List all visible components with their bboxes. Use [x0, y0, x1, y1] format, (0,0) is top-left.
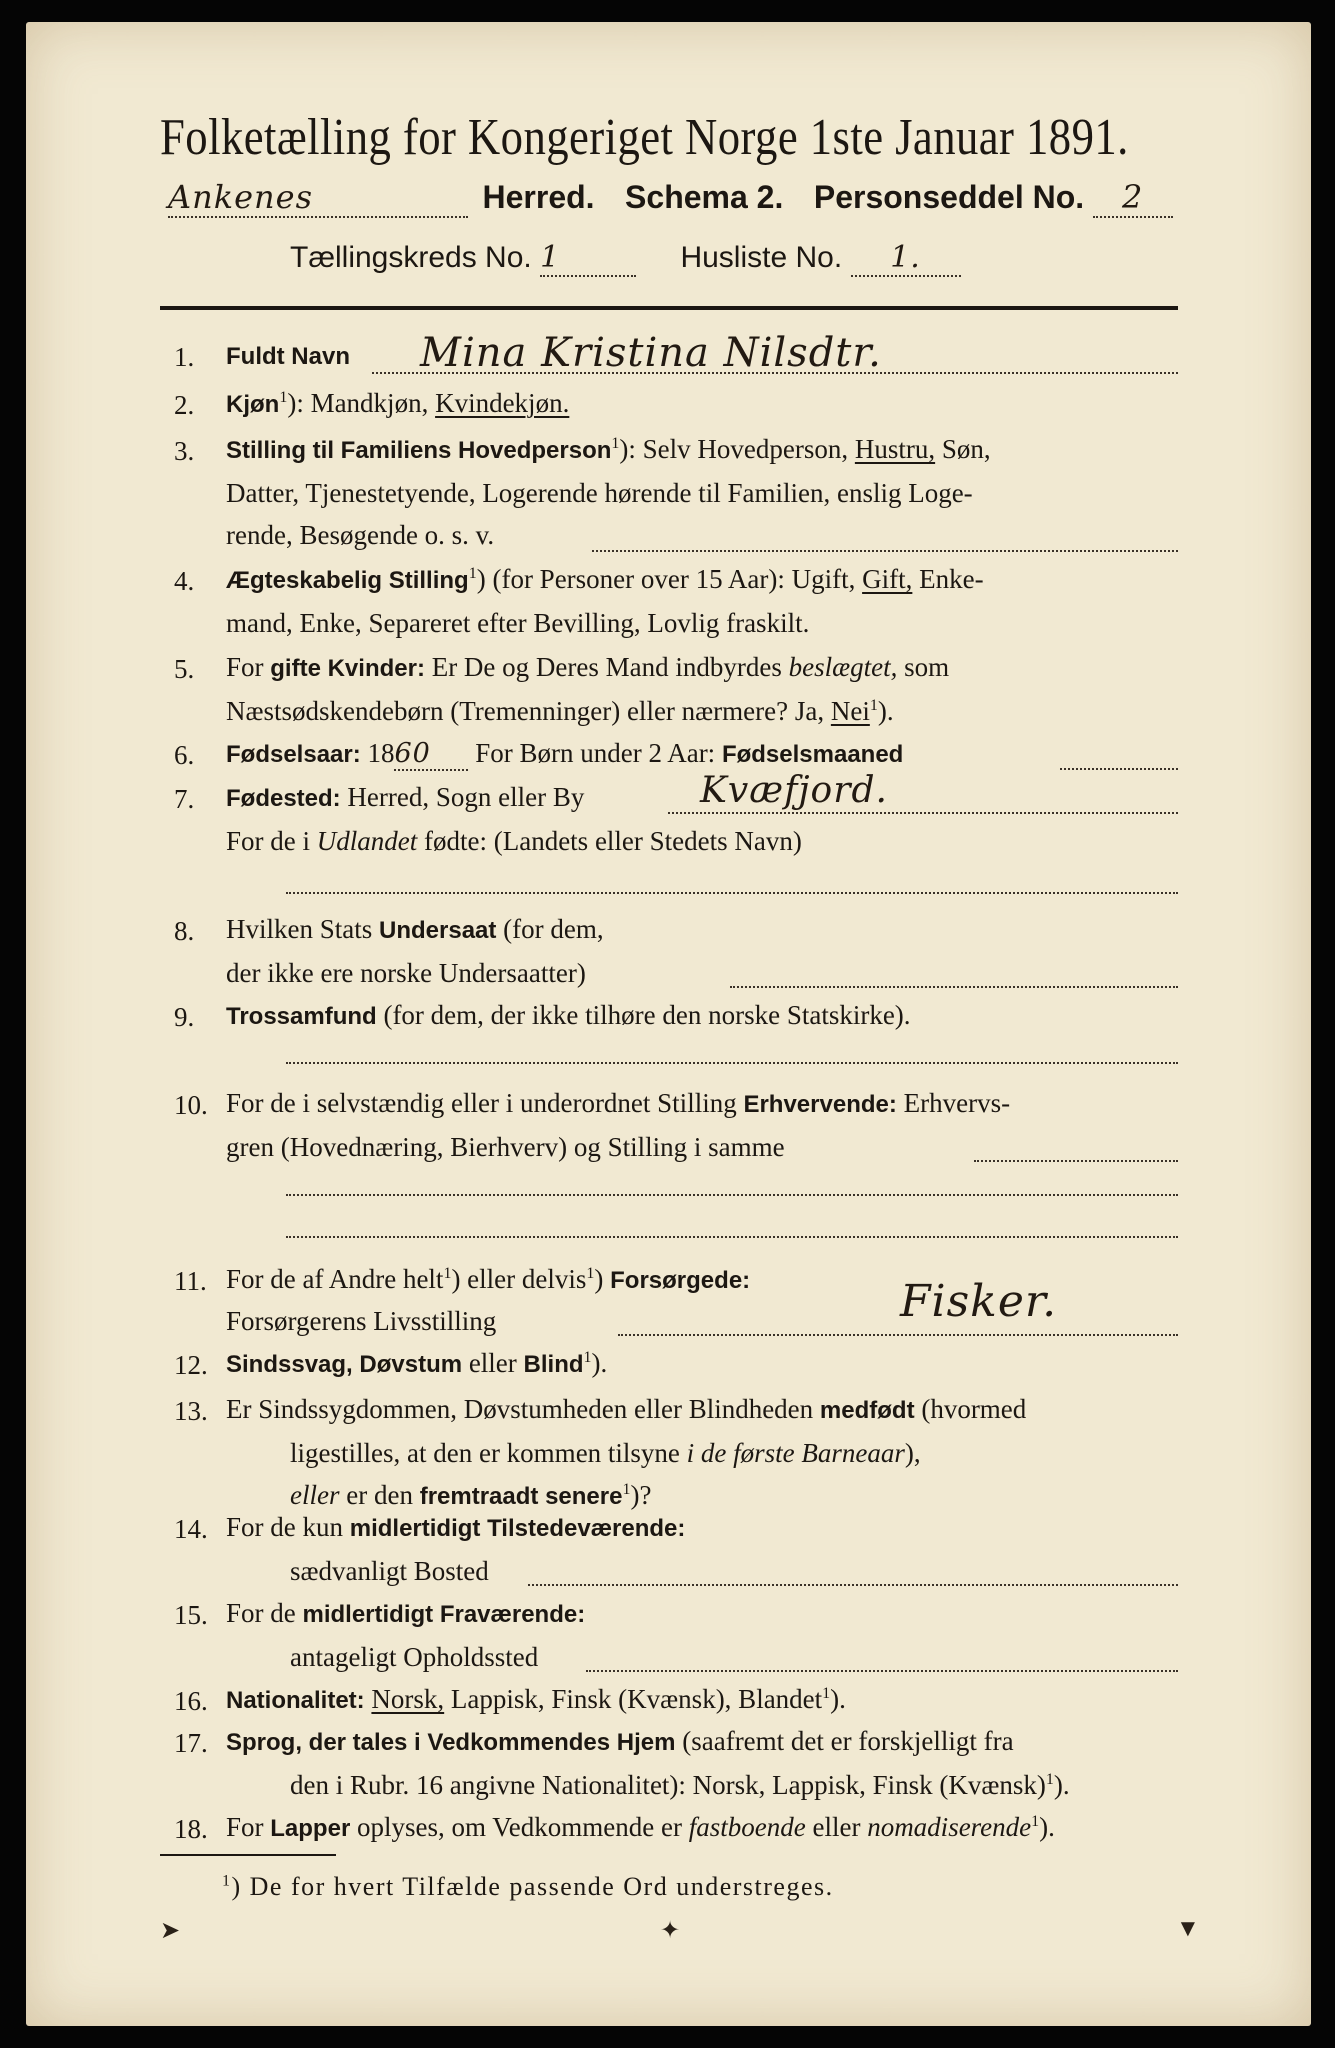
item-number: 4. [174, 566, 195, 596]
item-11-value: Fisker. [900, 1276, 1058, 1327]
item-7-dots [668, 812, 1178, 814]
item-2-selected: Kvindekjøn. [435, 388, 570, 418]
item-1-line [226, 340, 350, 371]
item-number: 7. [174, 784, 195, 814]
registration-mark-right: ▼ [1176, 1916, 1200, 1942]
item-10-dots [974, 1160, 1178, 1162]
item-3-label: Stilling til Familiens Hovedperson [226, 437, 612, 464]
registration-mark-center: ✦ [660, 1918, 681, 1944]
personseddel-label: Personseddel No. [813, 179, 1085, 215]
item-10-line-2: gren (Hovednæring, Bierhverv) og Stilling i samme [226, 1132, 785, 1162]
item-3-line: Stilling til Familiens Hovedperson$^1$): Selv Hovedperson, Hustru, Søn, [226, 434, 991, 464]
item-13-line-3: eller er den fremtraadt senere$^1$)? [290, 1480, 652, 1510]
item-17-line: Sprog, der tales i Vedkommendes Hjem (saafremt det er forskjelligt fra [226, 1726, 1014, 1756]
item-10-dots-2 [286, 1194, 1178, 1196]
item-6-line: Fødselsaar: 1860 For Børn under 2 Aar: Fødselsmaaned [226, 738, 904, 769]
item-2-line: Kjøn$^1$): Mandkjøn, Kvindekjøn. [226, 388, 570, 418]
item-number: 11. [174, 1266, 207, 1296]
item-8-dots [730, 986, 1178, 988]
item-18-line: For Lapper oplyses, om Vedkommende er fastboende eller nomadiserende$^1$). [226, 1812, 1055, 1842]
herred-value: Ankenes [168, 178, 468, 218]
item-5-line: For gifte Kvinder: Er De og Deres Mand indbyrdes beslægtet, som [226, 652, 950, 682]
item-6-value: 60 [394, 738, 468, 771]
item-8-line: Hvilken Stats Undersaat (for dem, [226, 914, 604, 944]
item-1-value: Mina Kristina Nilsdtr. [420, 330, 882, 376]
item-5-line-2: Næstsødskendebørn (Tremenninger) eller nærmere? Ja, Nei$^1$). [226, 696, 894, 726]
item-number: 13. [174, 1396, 208, 1426]
item-number: 3. [174, 436, 195, 466]
item-13-line: Er Sindssygdommen, Døvstumheden eller Blindheden medfødt (hvormed [226, 1394, 1027, 1424]
footnote-rule [160, 1854, 336, 1856]
item-14-line-2: sædvanligt Bosted [290, 1556, 489, 1586]
item-11-line: For de af Andre helt$^1$) eller delvis$^1$) Forsørgede: [226, 1264, 751, 1294]
item-number: 17. [174, 1728, 208, 1758]
item-13-line-2: ligestilles, at den er kommen tilsyne i de første Barneaar), [290, 1438, 921, 1468]
item-number: 5. [174, 654, 195, 684]
item-number: 9. [174, 1002, 195, 1032]
item-3-dots [592, 550, 1178, 552]
item-9-dots [286, 1062, 1178, 1064]
item-number: 18. [174, 1814, 208, 1844]
item-4-label: Ægteskabelig Stilling [226, 567, 469, 594]
item-3-line-2: Datter, Tjenestetyende, Logerende hørende til Familien, enslig Loge- [226, 478, 973, 508]
item-number: 2. [174, 390, 195, 420]
item-number: 10. [174, 1090, 208, 1120]
item-15-line: For de midlertidigt Fraværende: [226, 1598, 586, 1628]
item-16-selected: Norsk, [371, 1684, 445, 1714]
item-4-line: Ægteskabelig Stilling$^1$) (for Personer over 15 Aar): Ugift, Gift, Enke- [226, 564, 984, 594]
husliste-label: Husliste No. [680, 241, 843, 274]
item-10-line: For de i selvstændig eller i underordnet Stilling Erhvervende: Erhvervs- [226, 1088, 1011, 1118]
form-title: Folketælling for Kongeriget Norge 1ste Januar 1891. [160, 109, 1129, 166]
item-6-dots [1060, 768, 1178, 770]
item-number: 1. [174, 342, 195, 372]
item-7-label: Fødested: [226, 785, 341, 812]
item-number: 16. [174, 1686, 208, 1716]
registration-mark-left: ➤ [160, 1918, 181, 1944]
item-3-line-3: rende, Besøgende o. s. v. [226, 520, 495, 550]
item-number: 12. [174, 1350, 208, 1380]
item-3-selected: Hustru, [854, 434, 936, 464]
item-9-line: Trossamfund (for dem, der ikke tilhøre den norske Statskirke). [226, 1000, 911, 1030]
item-7-value: Kvæfjord. [700, 770, 888, 811]
item-number: 15. [174, 1600, 208, 1630]
item-5-selected: Nei [830, 696, 870, 726]
kreds-label: Tællingskreds No. [290, 241, 532, 274]
item-10-dots-3 [286, 1236, 1178, 1238]
item-4-line-2: mand, Enke, Separeret efter Bevilling, Lovlig fraskilt. [226, 608, 810, 638]
item-4-selected: Gift, [862, 564, 913, 594]
item-7-line: Fødested: Herred, Sogn eller By [226, 782, 585, 812]
item-11-dots [618, 1334, 1178, 1336]
item-number: 14. [174, 1514, 208, 1544]
item-7-dots-2 [286, 892, 1178, 894]
item-11-line-2: Forsørgerens Livsstilling [226, 1306, 497, 1336]
item-17-line-2: den i Rubr. 16 angivne Nationalitet): Norsk, Lappisk, Finsk (Kvænsk)$^1$). [290, 1770, 1070, 1800]
item-7-line-2: For de i Udlandet fødte: (Landets eller Stedets Navn) [226, 826, 802, 856]
item-number: 6. [174, 740, 195, 770]
item-15-line-2: antageligt Opholdssted [290, 1642, 539, 1672]
husliste-value: 1. [851, 240, 961, 277]
item-8-line-2: der ikke ere norske Undersaatter) [226, 958, 586, 988]
item-number: 8. [174, 916, 195, 946]
footnote: $^1$) De for hvert Tilfælde passende Ord understreges. [222, 1872, 834, 1901]
item-1-label: Fuldt Navn [226, 343, 350, 370]
item-15-dots [586, 1670, 1178, 1672]
personseddel-value: 2 [1093, 178, 1173, 218]
schema-label: Schema 2. [625, 179, 784, 215]
herred-line [168, 178, 1173, 218]
item-16-line: Nationalitet: Norsk, Lappisk, Finsk (Kvænsk), Blandet$^1$). [226, 1684, 846, 1714]
kreds-line [290, 240, 961, 277]
item-6-label: Fødselsaar: [226, 741, 361, 768]
item-12-line: Sindssvag, Døvstum eller Blind$^1$). [226, 1348, 608, 1378]
kreds-value: 1 [540, 240, 636, 277]
item-2-label: Kjøn [226, 391, 280, 418]
item-14-line: For de kun midlertidigt Tilstedeværende: [226, 1512, 686, 1542]
header-rule [160, 306, 1178, 310]
herred-label: Herred. [482, 179, 595, 215]
item-14-dots [528, 1584, 1178, 1586]
